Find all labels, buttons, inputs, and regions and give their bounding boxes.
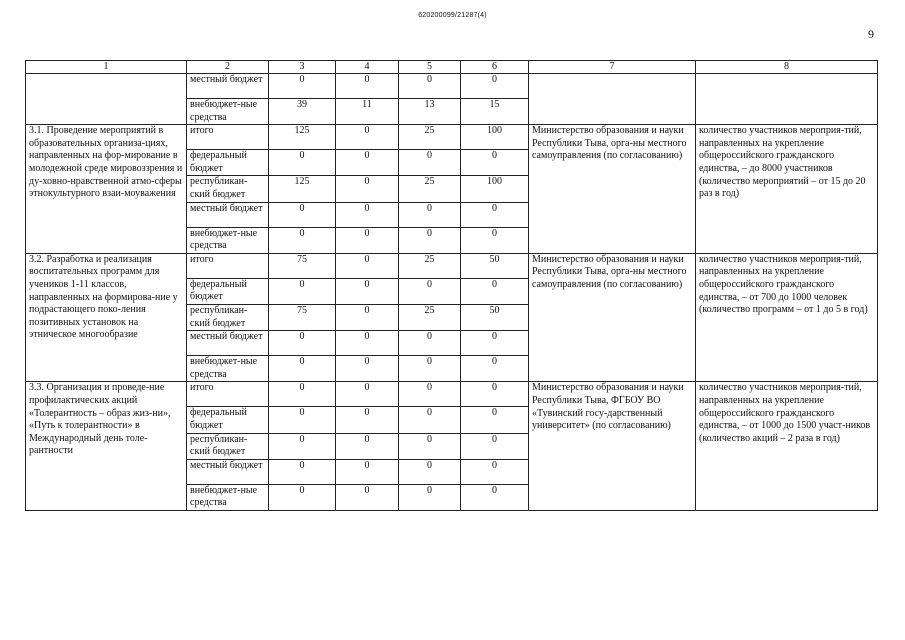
funding-source-cell: республикан-ский бюджет — [187, 176, 269, 202]
amount-cell: 0 — [336, 253, 399, 278]
amount-cell: 0 — [336, 74, 399, 99]
column-header: 2 — [187, 61, 269, 74]
amount-cell: 0 — [336, 202, 399, 227]
amount-cell: 0 — [399, 407, 461, 433]
program-table — [25, 60, 878, 511]
document-id: 620200099/21287(4) — [418, 12, 487, 19]
column-header: 3 — [269, 61, 336, 74]
indicator-cell: количество участников мероприя-тий, направленных на укрепление общероссийского гражданского единства, – до 8000 участников (количество мероприятий – от 15 до 20 раз в год) — [696, 125, 878, 254]
funding-source-cell: местный бюджет — [187, 459, 269, 484]
funding-source-cell: местный бюджет — [187, 74, 269, 99]
amount-cell: 0 — [336, 150, 399, 176]
amount-cell: 0 — [336, 459, 399, 484]
header-row — [26, 61, 878, 74]
amount-cell: 0 — [269, 278, 336, 304]
amount-cell: 75 — [269, 253, 336, 278]
amount-cell: 0 — [269, 484, 336, 510]
executor-cell: Министерство образования и науки Республики Тыва, орга-ны местного самоуправления (по согласованию) — [529, 253, 696, 382]
amount-cell: 0 — [269, 382, 336, 407]
amount-cell: 0 — [336, 331, 399, 356]
amount-cell: 0 — [269, 74, 336, 99]
amount-cell: 0 — [269, 407, 336, 433]
column-header: 6 — [461, 61, 529, 74]
activity-cell-empty — [26, 74, 187, 125]
amount-cell: 100 — [461, 125, 529, 150]
funding-source-cell: внебюджет-ные средства — [187, 484, 269, 510]
funding-source-cell: местный бюджет — [187, 331, 269, 356]
amount-cell: 100 — [461, 176, 529, 202]
table-body — [26, 61, 878, 511]
amount-cell: 0 — [461, 227, 529, 253]
amount-cell: 0 — [399, 202, 461, 227]
amount-cell: 0 — [269, 202, 336, 227]
amount-cell: 0 — [336, 125, 399, 150]
amount-cell: 0 — [399, 227, 461, 253]
activity-title-cell: 3.1. Проведение мероприятий в образовательных организа-циях, направленных на фор-мирование в молодежной среде мировоззрения и ду-ховно-нравственной атмо-сферы этнокультурного взаи-моуважения — [26, 125, 187, 254]
funding-source-cell: внебюджет-ные средства — [187, 356, 269, 382]
amount-cell: 75 — [269, 304, 336, 330]
amount-cell: 0 — [336, 484, 399, 510]
amount-cell: 0 — [399, 331, 461, 356]
amount-cell: 0 — [269, 227, 336, 253]
amount-cell: 13 — [399, 99, 461, 125]
amount-cell: 0 — [461, 382, 529, 407]
amount-cell: 0 — [399, 484, 461, 510]
amount-cell: 0 — [461, 407, 529, 433]
funding-source-cell: итого — [187, 382, 269, 407]
table-row — [26, 125, 878, 150]
amount-cell: 39 — [269, 99, 336, 125]
amount-cell: 25 — [399, 176, 461, 202]
indicator-cell-empty — [696, 74, 878, 125]
page-number: 9 — [868, 27, 874, 41]
funding-source-cell: федеральный бюджет — [187, 278, 269, 304]
column-header: 7 — [529, 61, 696, 74]
funding-source-cell: внебюджет-ные средства — [187, 99, 269, 125]
amount-cell: 0 — [461, 278, 529, 304]
table-row — [26, 253, 878, 278]
amount-cell: 50 — [461, 253, 529, 278]
amount-cell: 0 — [461, 484, 529, 510]
amount-cell: 11 — [336, 99, 399, 125]
table-row — [26, 382, 878, 407]
amount-cell: 25 — [399, 125, 461, 150]
amount-cell: 0 — [399, 74, 461, 99]
amount-cell: 25 — [399, 253, 461, 278]
amount-cell: 0 — [399, 278, 461, 304]
amount-cell: 0 — [336, 304, 399, 330]
amount-cell: 0 — [399, 459, 461, 484]
funding-source-cell: внебюджет-ные средства — [187, 227, 269, 253]
column-header: 8 — [696, 61, 878, 74]
amount-cell: 0 — [336, 356, 399, 382]
funding-source-cell: республикан-ский бюджет — [187, 304, 269, 330]
funding-source-cell: республикан-ский бюджет — [187, 433, 269, 459]
column-header: 1 — [26, 61, 187, 74]
funding-source-cell: местный бюджет — [187, 202, 269, 227]
funding-source-cell: федеральный бюджет — [187, 150, 269, 176]
table-row — [26, 74, 878, 99]
executor-cell: Министерство образования и науки Республики Тыва, орга-ны местного самоуправления (по согласованию) — [529, 125, 696, 254]
amount-cell: 0 — [336, 227, 399, 253]
amount-cell: 0 — [461, 331, 529, 356]
activity-title-cell: 3.2. Разработка и реализация воспитательных программ для учеников 1-11 классов, направленных на формирова-ние у подрастающего поко-ления позитивных установок на этническое многообразие — [26, 253, 187, 382]
funding-source-cell: федеральный бюджет — [187, 407, 269, 433]
amount-cell: 0 — [461, 459, 529, 484]
amount-cell: 0 — [399, 150, 461, 176]
activity-title-cell: 3.3. Организация и проведе-ние профилактических акций «Толерантность – образ жиз-ни», «Путь к толерантности» в Международный день толе-рантности — [26, 382, 187, 511]
amount-cell: 0 — [336, 176, 399, 202]
funding-source-cell: итого — [187, 253, 269, 278]
amount-cell: 0 — [461, 356, 529, 382]
amount-cell: 0 — [336, 278, 399, 304]
amount-cell: 0 — [269, 150, 336, 176]
amount-cell: 0 — [336, 382, 399, 407]
amount-cell: 0 — [269, 433, 336, 459]
amount-cell: 0 — [461, 150, 529, 176]
column-header: 4 — [336, 61, 399, 74]
amount-cell: 125 — [269, 125, 336, 150]
amount-cell: 125 — [269, 176, 336, 202]
amount-cell: 0 — [461, 74, 529, 99]
indicator-cell: количество участников мероприя-тий, направленных на укрепление общероссийского гражданского единства, – от 1000 до 1500 участ-ников (количество акций – 2 раза в год) — [696, 382, 878, 511]
amount-cell: 0 — [399, 356, 461, 382]
amount-cell: 0 — [461, 202, 529, 227]
amount-cell: 0 — [336, 407, 399, 433]
indicator-cell: количество участников мероприя-тий, направленных на укрепление общероссийского гражданского единства, – от 700 до 1000 человек (количество программ – от 1 до 5 в год) — [696, 253, 878, 382]
funding-source-cell: итого — [187, 125, 269, 150]
amount-cell: 0 — [269, 459, 336, 484]
amount-cell: 0 — [269, 356, 336, 382]
amount-cell: 0 — [269, 331, 336, 356]
executor-cell-empty — [529, 74, 696, 125]
amount-cell: 15 — [461, 99, 529, 125]
amount-cell: 0 — [399, 382, 461, 407]
amount-cell: 50 — [461, 304, 529, 330]
amount-cell: 0 — [336, 433, 399, 459]
column-header: 5 — [399, 61, 461, 74]
amount-cell: 25 — [399, 304, 461, 330]
executor-cell: Министерство образования и науки Республики Тыва, ФГБОУ ВО «Тувинский госу-дарственный университет» (по согласованию) — [529, 382, 696, 511]
amount-cell: 0 — [399, 433, 461, 459]
amount-cell: 0 — [461, 433, 529, 459]
